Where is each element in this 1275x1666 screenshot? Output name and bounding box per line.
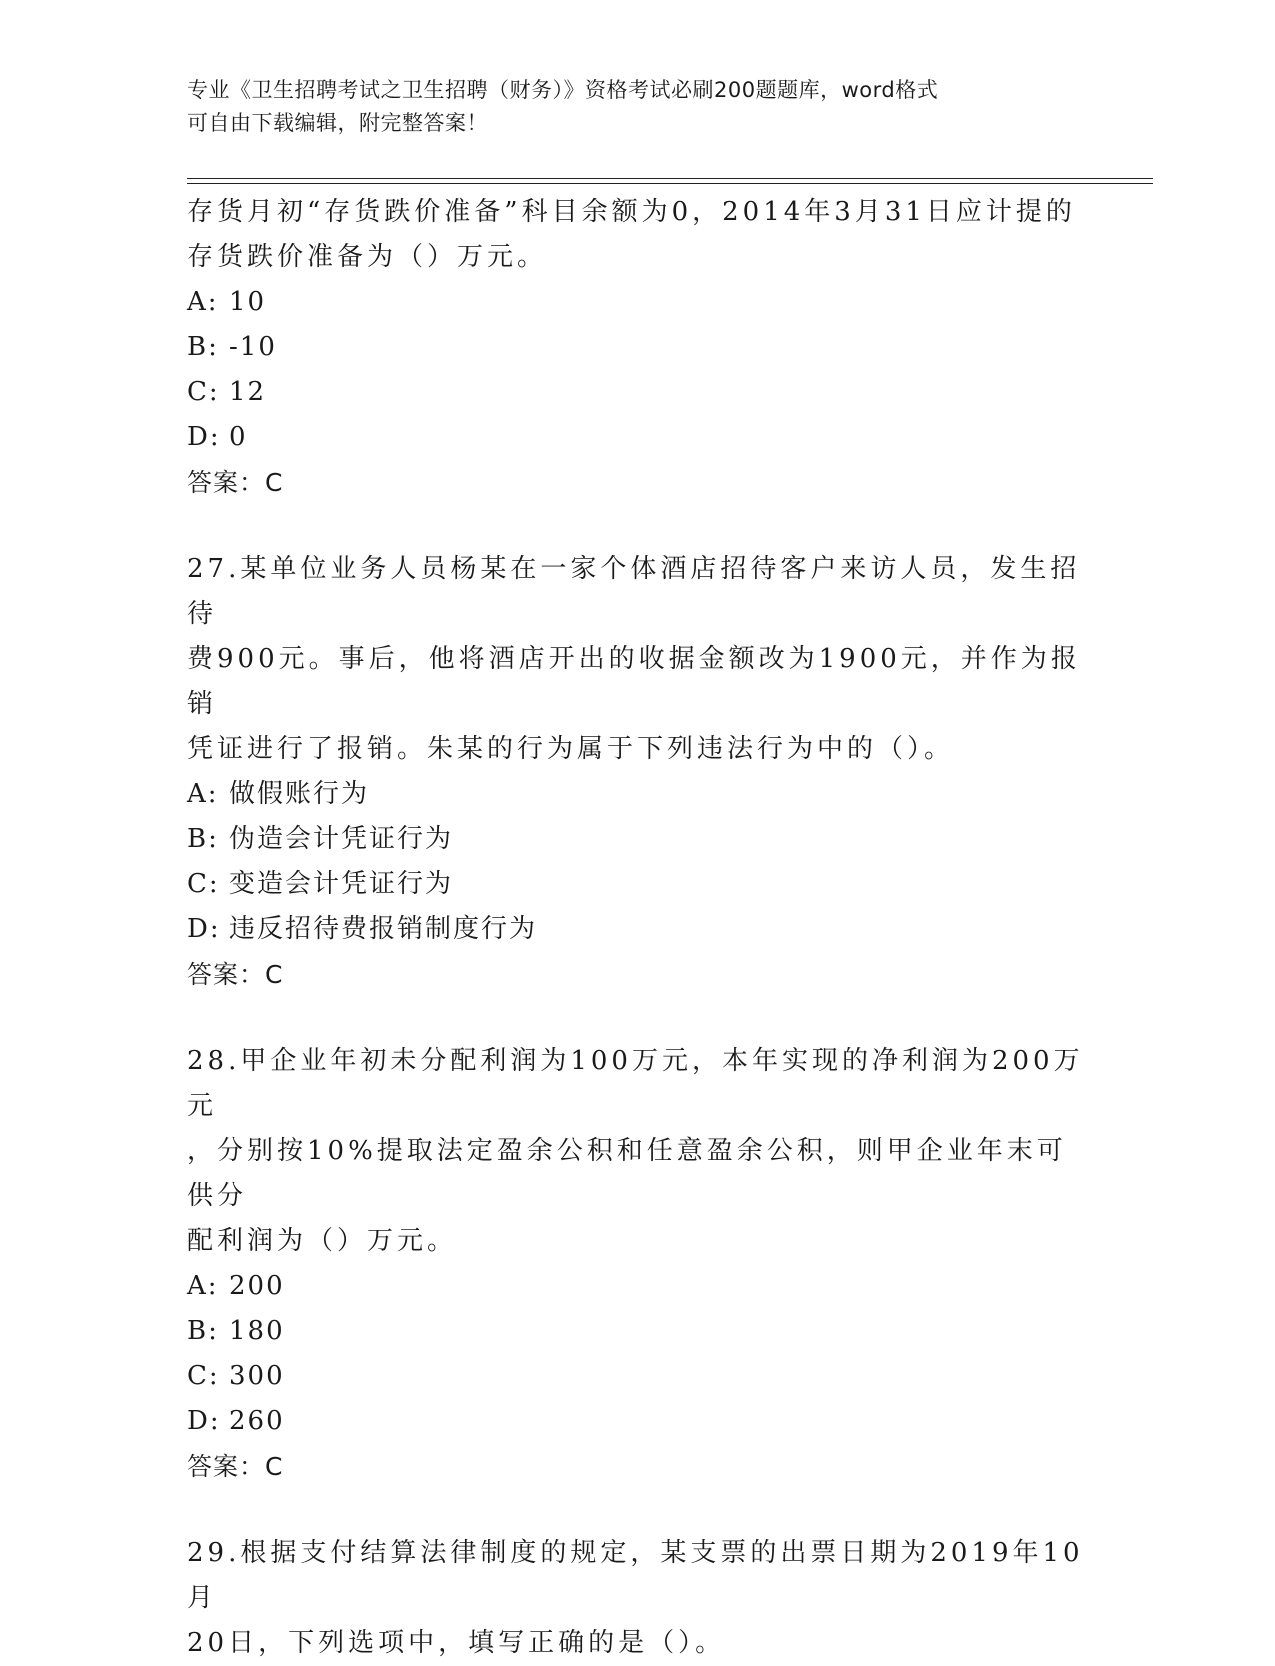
option-text: 300 [229, 1361, 285, 1391]
option-d [187, 907, 1087, 952]
option-c [187, 862, 1087, 907]
option-text: 180 [229, 1316, 285, 1346]
option-text: 做假账行为 [229, 779, 370, 809]
header-line-1: 专业《卫生招聘考试之卫生招聘（财务）》资格考试必刷200题题库，word格式 [187, 78, 939, 102]
option-text: 变造会计凭证行为 [229, 869, 454, 899]
question-text-line: 28.甲企业年初未分配利润为100万元，本年实现的净利润为200万元 [187, 1046, 1084, 1121]
option-text: 违反招待费报销制度行为 [229, 914, 538, 944]
option-text: 12 [229, 377, 267, 407]
option-text: 0 [229, 422, 248, 452]
question-list [187, 190, 1087, 1666]
option-a [187, 772, 1087, 817]
document-header [187, 74, 1067, 140]
answer-line: 答案：C [187, 1452, 284, 1481]
option-label: A: [187, 287, 219, 317]
option-b [187, 817, 1087, 862]
question-text-line: 29.根据支付结算法律制度的规定，某支票的出票日期为2019年10月 [187, 1538, 1084, 1613]
option-text: -10 [229, 332, 277, 362]
option-a [187, 280, 1087, 325]
header-divider-bottom [187, 183, 1153, 184]
question-29 [187, 1531, 1087, 1666]
option-d [187, 415, 1087, 460]
option-label: D: [187, 1406, 221, 1436]
option-label: C: [187, 1361, 220, 1391]
question-27 [187, 547, 1087, 997]
question-text-line: 配利润为（）万元。 [187, 1226, 458, 1256]
option-label: D: [187, 422, 221, 452]
header-divider-top [187, 178, 1153, 179]
option-label: A: [187, 1271, 219, 1301]
question-text-line: 费900元。事后，他将酒店开出的收据金额改为1900元，并作为报销 [187, 644, 1081, 719]
question-text-line: 凭证进行了报销。朱某的行为属于下列违法行为中的（）。 [187, 734, 955, 764]
answer-line: 答案：C [187, 960, 284, 989]
option-text: 200 [229, 1271, 285, 1301]
spacer [187, 505, 1087, 547]
option-text: 260 [229, 1406, 285, 1436]
option-b [187, 325, 1087, 370]
answer-line: 答案：C [187, 468, 284, 497]
option-b [187, 1309, 1087, 1354]
question-text-line: 27.某单位业务人员杨某在一家个体酒店招待客户来访人员，发生招待 [187, 554, 1081, 629]
option-text: 伪造会计凭证行为 [229, 824, 454, 854]
spacer [187, 1489, 1087, 1531]
option-label: B: [187, 1316, 219, 1346]
option-text: 10 [229, 287, 267, 317]
option-c [187, 370, 1087, 415]
spacer [187, 997, 1087, 1039]
question-26 [187, 190, 1087, 505]
question-text-line: 20日，下列选项中，填写正确的是（）。 [187, 1628, 726, 1658]
header-line-2: 可自由下载编辑，附完整答案！ [187, 111, 488, 135]
option-d [187, 1399, 1087, 1444]
question-28 [187, 1039, 1087, 1489]
question-text-line: 存货跌价准备为（）万元。 [187, 242, 548, 272]
option-c [187, 1354, 1087, 1399]
question-text-line: 存货月初“存货跌价准备”科目余额为0，2014年3月31日应计提的 [187, 197, 1076, 227]
question-text-line: ，分别按10%提取法定盈余公积和任意盈余公积，则甲企业年末可供分 [187, 1136, 1067, 1211]
option-label: B: [187, 824, 219, 854]
option-label: D: [187, 914, 221, 944]
option-a [187, 1264, 1087, 1309]
option-label: A: [187, 779, 219, 809]
option-label: C: [187, 377, 220, 407]
option-label: C: [187, 869, 220, 899]
option-label: B: [187, 332, 219, 362]
